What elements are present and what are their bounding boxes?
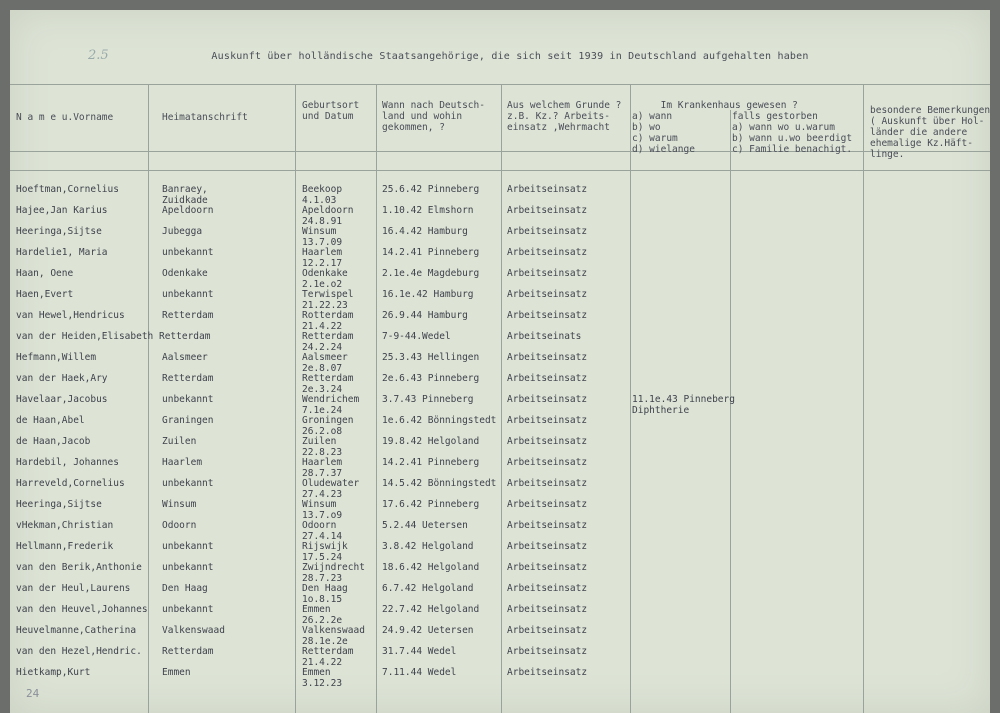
cell-heimat: unbekannt (162, 478, 214, 489)
cell-geburt: Apeldoorn 24.8.91 (302, 205, 354, 227)
cell-geburt: Zwijndrecht 28.7.23 (302, 562, 365, 584)
cell-name: Hoeftman,Cornelius (16, 184, 119, 195)
cell-wann: 17.6.42 Pinneberg (382, 499, 480, 510)
cell-geburt: Emmen 26.2.2e (302, 604, 343, 626)
cell-grund: Arbeitseinsatz (507, 478, 588, 489)
cell-geburt: Retterdam 21.4.22 (302, 646, 354, 668)
cell-name: van Hewel,Hendricus (16, 310, 125, 321)
cell-name: Hardelie1, Maria (16, 247, 108, 258)
cell-wann: 25.3.43 Hellingen (382, 352, 480, 363)
cell-geburt: Rotterdam 21.4.22 (302, 310, 354, 332)
cell-name: van den Hezel,Hendric. (16, 646, 142, 657)
cell-name: de Haan,Abel (16, 415, 85, 426)
cell-geburt: Odenkake 2.1e.o2 (302, 268, 348, 290)
cell-geburt: Winsum 13.7.o9 (302, 499, 343, 521)
cell-wann: 2e.6.43 Pinneberg (382, 373, 480, 384)
cell-wann: 16.4.42 Hamburg (382, 226, 468, 237)
cell-grund: Arbeitseinsatz (507, 583, 588, 594)
header-name: N a m e u.Vorname (16, 112, 114, 123)
cell-grund: Arbeitseinsatz (507, 352, 588, 363)
header-top-rule (10, 84, 990, 85)
cell-heimat: Graningen (162, 415, 214, 426)
cell-grund: Arbeitseinsatz (507, 415, 588, 426)
margin-note: 2.5 (88, 48, 109, 63)
cell-name: van den Heuvel,Johannes (16, 604, 148, 615)
cell-grund: Arbeitseinsatz (507, 373, 588, 384)
cell-heimat: Jubegga (162, 226, 203, 237)
cell-heimat: unbekannt (162, 394, 214, 405)
cell-grund: Arbeitseinsatz (507, 520, 588, 531)
cell-wann: 31.7.44 Wedel (382, 646, 457, 657)
cell-heimat: Retterdam (162, 310, 214, 321)
cell-name: van der Heul,Laurens (16, 583, 131, 594)
cell-grund: Arbeitseinsatz (507, 205, 588, 216)
cell-name: Heeringa,Sijtse (16, 499, 102, 510)
cell-grund: Arbeitseinsatz (507, 247, 588, 258)
cell-geburt: Oludewater 27.4.23 (302, 478, 360, 500)
cell-kranken: 11.1e.43 Pinneberg Diphtherie (632, 394, 735, 416)
cell-heimat: unbekannt (162, 289, 214, 300)
cell-name: Haen,Evert (16, 289, 74, 300)
cell-geburt: Rijswijk 17.5.24 (302, 541, 348, 563)
cell-name: Heeringa,Sijtse (16, 226, 102, 237)
cell-wann: 7.11.44 Wedel (382, 667, 457, 678)
header-bemerk: besondere Bemerkungen ( Auskunft über Hol- länder die andere ehemalige Kz.Häft- linge. (870, 105, 990, 160)
column-divider (295, 84, 296, 713)
cell-wann: 1.10.42 Elmshorn (382, 205, 474, 216)
cell-name: Hellmann,Frederik (16, 541, 114, 552)
cell-grund: Arbeitseinsatz (507, 268, 588, 279)
header-heimat: Heimatanschrift (162, 112, 248, 123)
cell-grund: Arbeitseinats (507, 331, 582, 342)
cell-heimat: Banraey, Zuidkade (162, 184, 208, 206)
bottom-mark: 24 (26, 687, 40, 700)
cell-grund: Arbeitseinsatz (507, 457, 588, 468)
cell-wann: 3.7.43 Pinneberg (382, 394, 474, 405)
column-divider (630, 84, 631, 713)
cell-wann: 19.8.42 Helgoland (382, 436, 480, 447)
cell-geburt: Retterdam 24.2.24 (302, 331, 354, 353)
cell-name: Harreveld,Cornelius (16, 478, 125, 489)
cell-geburt: Zuilen 22.8.23 (302, 436, 343, 458)
cell-geburt: Emmen 3.12.23 (302, 667, 343, 689)
header-geburt: Geburtsort und Datum (302, 100, 360, 122)
header-wann: Wann nach Deutsch- land und wohin gekommen, ? (382, 100, 485, 133)
cell-grund: Arbeitseinsatz (507, 394, 588, 405)
cell-heimat: Emmen (162, 667, 191, 678)
cell-geburt: Haarlem 28.7.37 (302, 457, 343, 479)
column-divider (863, 84, 864, 713)
cell-heimat: Haarlem (162, 457, 203, 468)
header-kranken: Im Krankenhaus gewesen ? a) wann b) wo c) warum d) wielange (632, 100, 798, 155)
cell-heimat: unbekannt (162, 562, 214, 573)
cell-name: de Haan,Jacob (16, 436, 91, 447)
cell-geburt: Retterdam 2e.3.24 (302, 373, 354, 395)
cell-grund: Arbeitseinsatz (507, 310, 588, 321)
document-title: Auskunft über holländische Staatsangehörige, die sich seit 1939 in Deutschland aufgehalten haben (211, 51, 809, 62)
cell-wann: 26.9.44 Hamburg (382, 310, 468, 321)
cell-geburt: Wendrichem 7.1e.24 (302, 394, 360, 416)
cell-name: Heuvelmanne,Catherina (16, 625, 137, 636)
cell-wann: 25.6.42 Pinneberg (382, 184, 480, 195)
cell-geburt: Odoorn 27.4.14 (302, 520, 343, 542)
cell-geburt: Valkenswaad 28.1e.2e (302, 625, 365, 647)
header-gestorben: falls gestorben a) wann wo u.warum b) wann u.wo beerdigt c) Familie benachigt. (732, 111, 853, 155)
cell-grund: Arbeitseinsatz (507, 499, 588, 510)
cell-wann: 22.7.42 Helgoland (382, 604, 480, 615)
cell-wann: 24.9.42 Uetersen (382, 625, 474, 636)
cell-name: van den Berik,Anthonie (16, 562, 142, 573)
cell-geburt: Groningen 26.2.o8 (302, 415, 354, 437)
document-sheet (10, 10, 990, 713)
cell-heimat: Zuilen (162, 436, 197, 447)
cell-name: Hefmann,Willem (16, 352, 97, 363)
cell-wann: 14.5.42 Bönningstedt (382, 478, 497, 489)
cell-geburt: Den Haag 1o.8.15 (302, 583, 348, 605)
cell-grund: Arbeitseinsatz (507, 289, 588, 300)
cell-heimat: Odenkake (162, 268, 208, 279)
cell-grund: Arbeitseinsatz (507, 226, 588, 237)
cell-grund: Arbeitseinsatz (507, 646, 588, 657)
cell-name: Hietkamp,Kurt (16, 667, 91, 678)
cell-heimat: Valkenswaad (162, 625, 225, 636)
cell-grund: Arbeitseinsatz (507, 184, 588, 195)
cell-heimat: Apeldoorn (162, 205, 214, 216)
cell-wann: 1e.6.42 Bönningstedt (382, 415, 497, 426)
cell-heimat: Retterdam (162, 646, 214, 657)
cell-geburt: Beekoop 4.1.03 (302, 184, 343, 206)
cell-wann: 3.8.42 Helgoland (382, 541, 474, 552)
cell-grund: Arbeitseinsatz (507, 436, 588, 447)
cell-heimat: Odoorn (162, 520, 197, 531)
cell-wann: 14.2.41 Pinneberg (382, 457, 480, 468)
cell-wann: 16.1e.42 Hamburg (382, 289, 474, 300)
cell-wann: 2.1e.4e Magdeburg (382, 268, 480, 279)
cell-wann: 7-9-44.Wedel (382, 331, 451, 342)
cell-name: Haan, Oene (16, 268, 74, 279)
cell-heimat: Aalsmeer (162, 352, 208, 363)
cell-wann: 5.2.44 Uetersen (382, 520, 468, 531)
cell-wann: 18.6.42 Helgoland (382, 562, 480, 573)
column-divider (376, 84, 377, 713)
cell-heimat: unbekannt (162, 604, 214, 615)
cell-name: Hajee,Jan Karius (16, 205, 108, 216)
cell-grund: Arbeitseinsatz (507, 562, 588, 573)
column-divider (501, 84, 502, 713)
cell-heimat: Den Haag (162, 583, 208, 594)
cell-geburt: Winsum 13.7.09 (302, 226, 343, 248)
cell-heimat: unbekannt (162, 247, 214, 258)
cell-wann: 6.7.42 Helgoland (382, 583, 474, 594)
cell-heimat: Winsum (162, 499, 197, 510)
column-divider (148, 84, 149, 713)
cell-geburt: Terwispel 21.22.23 (302, 289, 354, 311)
cell-name: Havelaar,Jacobus (16, 394, 108, 405)
cell-heimat: unbekannt (162, 541, 214, 552)
cell-grund: Arbeitseinsatz (507, 625, 588, 636)
cell-grund: Arbeitseinsatz (507, 667, 588, 678)
cell-name: Hardebil, Johannes (16, 457, 119, 468)
cell-grund: Arbeitseinsatz (507, 604, 588, 615)
cell-geburt: Haarlem 12.2.17 (302, 247, 343, 269)
cell-grund: Arbeitseinsatz (507, 541, 588, 552)
header-grund: Aus welchem Grunde ? z.B. Kz.? Arbeits- einsatz ,Wehrmacht (507, 100, 622, 133)
cell-name: van der Heiden,Elisabeth Retterdam (16, 331, 211, 342)
header-bottom-rule (10, 170, 990, 171)
cell-geburt: Aalsmeer 2e.8.07 (302, 352, 348, 374)
cell-name: van der Haek,Ary (16, 373, 108, 384)
cell-wann: 14.2.41 Pinneberg (382, 247, 480, 258)
cell-name: vHekman,Christian (16, 520, 114, 531)
cell-heimat: Retterdam (162, 373, 214, 384)
